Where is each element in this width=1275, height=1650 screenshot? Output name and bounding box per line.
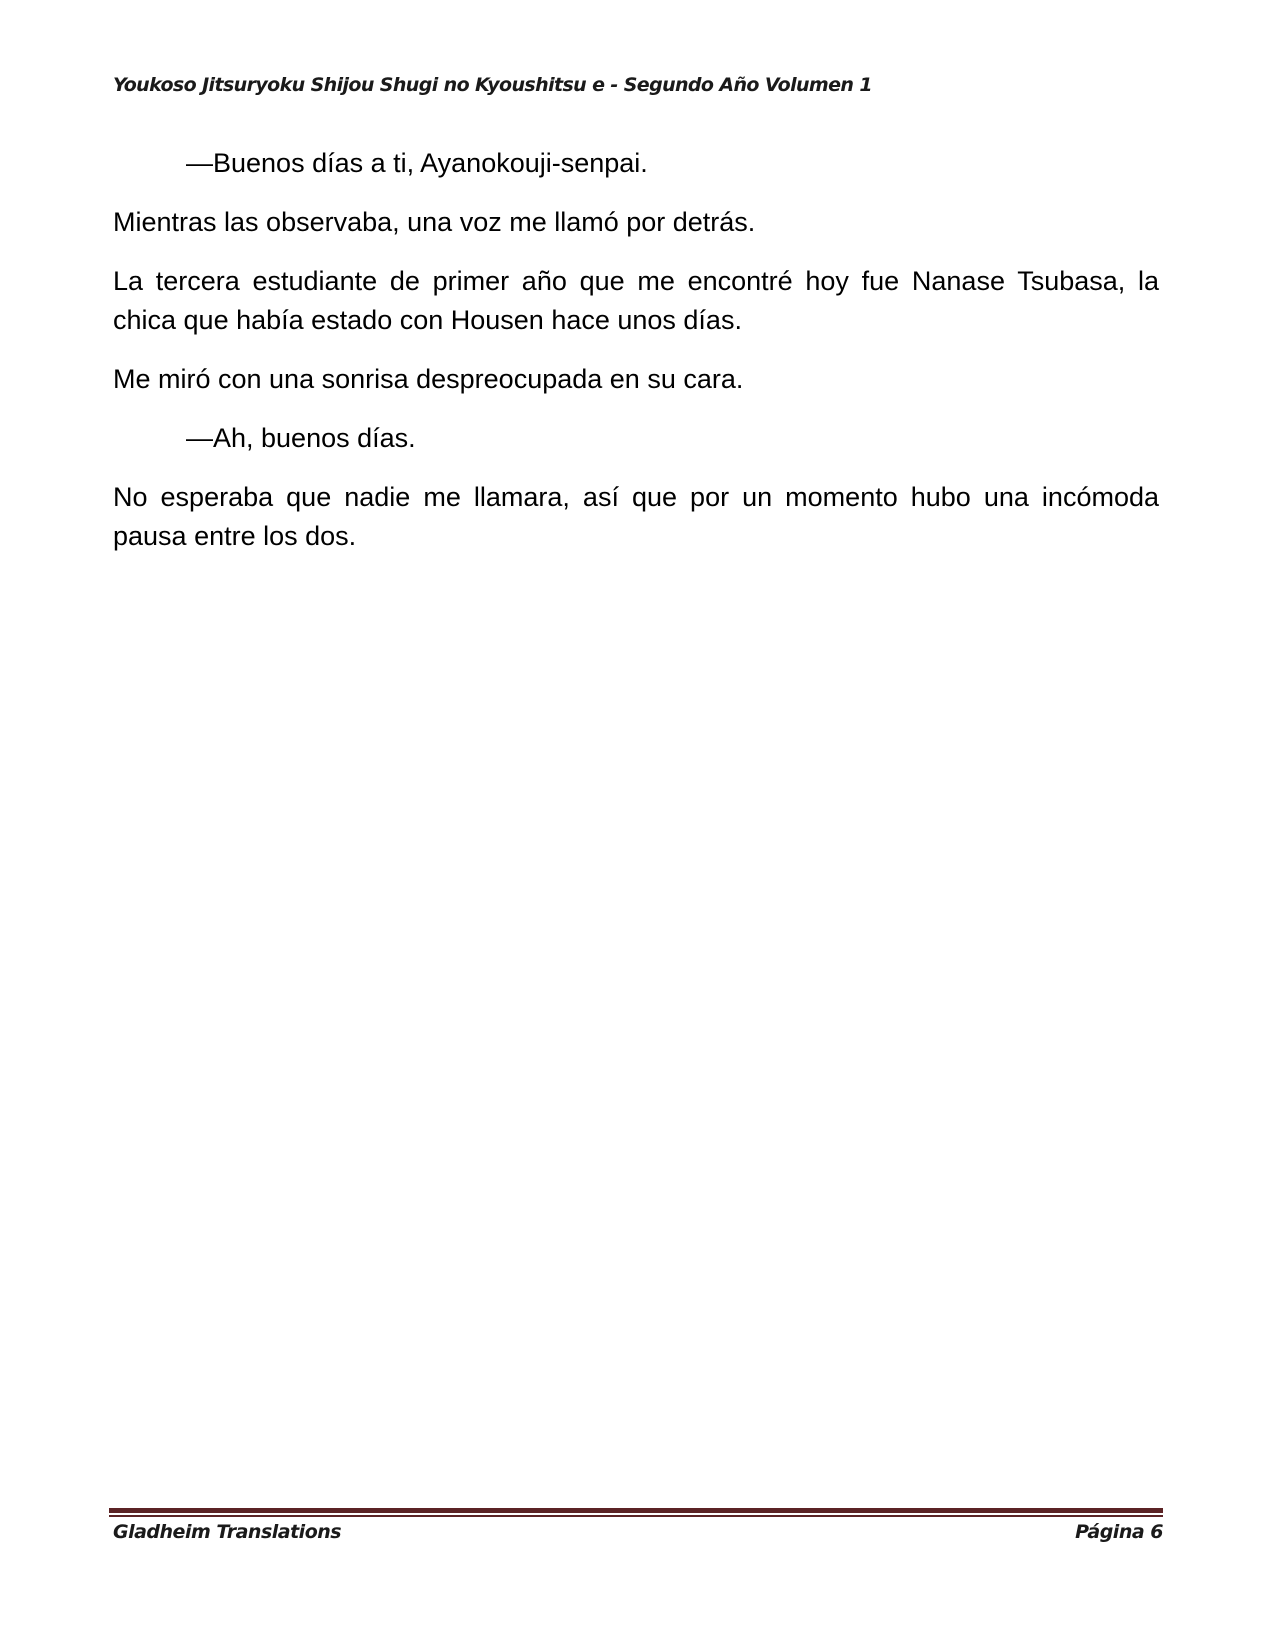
page-number: Página 6 [1075,1521,1163,1543]
paragraph-dialogue: —Buenos días a ti, Ayanokouji-senpai. [186,148,648,178]
document-body [113,144,1159,576]
paragraph: No esperaba que nadie me llamara, así que por un momento hubo una incómoda pausa entre los dos. [113,482,1159,551]
paragraph: La tercera estudiante de primer año que me encontré hoy fue Nanase Tsubasa, la chica que había estado con Housen hace unos días. [113,266,1159,335]
running-header-title: Youkoso Jitsuryoku Shijou Shugi no Kyoushitsu e - Segundo Año Volumen 1 [113,74,872,96]
paragraph: Me miró con una sonrisa despreocupada en su cara. [113,364,744,394]
footer-divider [109,1508,1163,1517]
paragraph-dialogue: —Ah, buenos días. [186,423,416,453]
footer-credit: Gladheim Translations [113,1521,342,1543]
paragraph: Mientras las observaba, una voz me llamó por detrás. [113,207,756,237]
